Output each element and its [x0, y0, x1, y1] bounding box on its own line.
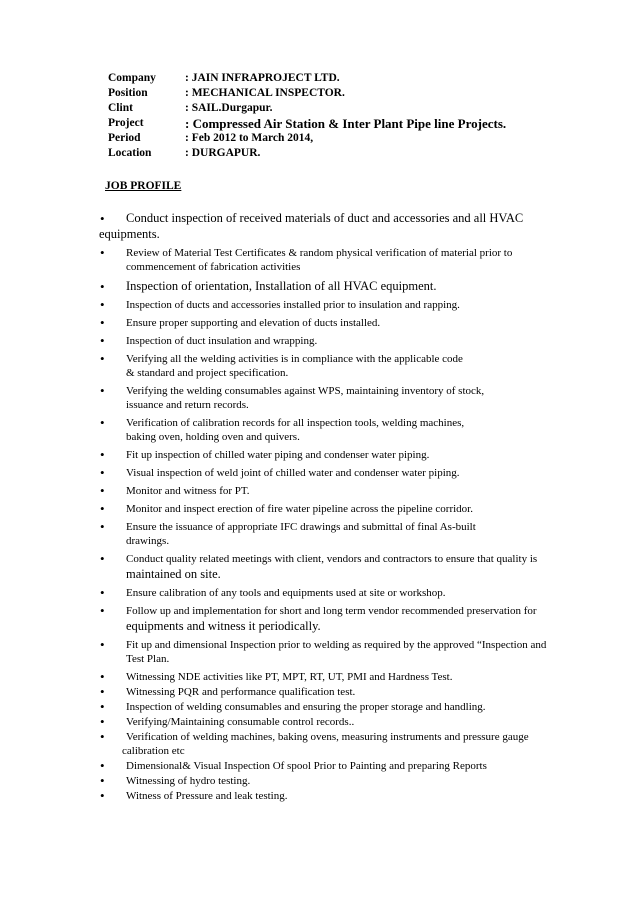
- detail-value: : Feb 2012 to March 2014,: [185, 132, 314, 144]
- item-text: • Ensure the issuance of appropriate IFC drawings and submittal of final As-built: [126, 521, 476, 533]
- list-item: [90, 789, 580, 803]
- detail-value: : MECHANICAL INSPECTOR.: [185, 87, 345, 99]
- list-item: [90, 298, 580, 312]
- item-text: • Ensure calibration of any tools and equipments used at site or workshop.: [126, 587, 446, 599]
- item-text: • Fit up inspection of chilled water piping and condenser water piping.: [126, 449, 430, 461]
- list-item: [90, 759, 580, 773]
- item-continuation: equipments and witness it periodically.: [126, 619, 321, 633]
- item-continuation: maintained on site.: [126, 567, 221, 581]
- detail-label: Position: [108, 87, 148, 99]
- item-continuation: calibration etc: [122, 745, 185, 757]
- detail-label: Company: [108, 72, 156, 84]
- list-item: [90, 552, 580, 582]
- item-continuation: issuance and return records.: [126, 399, 249, 411]
- detail-label: Location: [108, 147, 152, 159]
- list-item: [90, 715, 580, 729]
- item-text: • Verifying the welding consumables against WPS, maintaining inventory of stock,: [126, 385, 485, 397]
- detail-value: : JAIN INFRAPROJECT LTD.: [185, 72, 340, 84]
- item-text: • Ensure proper supporting and elevation of ducts installed.: [126, 317, 381, 329]
- list-item: [90, 685, 580, 699]
- list-item: [90, 774, 580, 788]
- item-text: • Verifying all the welding activities is in compliance with the applicable code: [126, 353, 463, 365]
- item-text: • Witnessing NDE activities like PT, MPT, RT, UT, PMI and Hardness Test.: [126, 671, 453, 683]
- item-text: • Monitor and witness for PT.: [126, 485, 250, 497]
- item-text: • Conduct inspection of received materials of duct and accessories and all HVAC: [126, 211, 524, 225]
- detail-label: Project: [108, 117, 144, 129]
- list-item: [90, 700, 580, 714]
- detail-value: : Compressed Air Station & Inter Plant Pipe line Projects.: [185, 116, 507, 131]
- item-continuation: equipments.: [99, 227, 160, 241]
- list-item: [90, 604, 580, 634]
- list-item: [90, 448, 580, 462]
- section-heading: JOB PROFILE: [105, 180, 182, 192]
- item-continuation: Test Plan.: [126, 653, 170, 665]
- item-text: • Witnessing of hydro testing.: [126, 775, 251, 787]
- detail-value: : SAIL.Durgapur.: [185, 102, 273, 114]
- list-item: [90, 638, 580, 666]
- detail-label: Period: [108, 132, 141, 144]
- list-item: [90, 586, 580, 600]
- item-text: • Verifying/Maintaining consumable control records..: [126, 716, 355, 728]
- list-item: [90, 520, 580, 548]
- item-continuation: commencement of fabrication activities: [126, 261, 301, 273]
- item-text: • Follow up and implementation for short and long term vendor recommended preservation for: [126, 605, 537, 617]
- item-text: • Inspection of ducts and accessories installed prior to insulation and rapping.: [126, 299, 460, 311]
- list-item: [90, 502, 580, 516]
- list-item: [90, 210, 580, 242]
- item-text: • Dimensional& Visual Inspection Of spool Prior to Painting and preparing Reports: [126, 760, 487, 772]
- item-text: • Inspection of welding consumables and ensuring the proper storage and handling.: [126, 701, 486, 713]
- detail-row-position: [108, 86, 506, 101]
- item-text: • Fit up and dimensional Inspection prior to welding as required by the approved “Inspection and: [126, 639, 547, 651]
- list-item: [90, 466, 580, 480]
- list-item: [90, 384, 580, 412]
- list-item: [90, 730, 580, 758]
- list-item: [90, 278, 580, 294]
- detail-row-client: [108, 101, 506, 116]
- detail-row-company: [108, 71, 506, 86]
- item-text: • Verification of calibration records for all inspection tools, welding machines,: [126, 417, 465, 429]
- item-text: • Visual inspection of weld joint of chilled water and condenser water piping.: [126, 467, 460, 479]
- detail-value: : DURGAPUR.: [185, 147, 261, 159]
- item-text: • Inspection of orientation, Installation of all HVAC equipment.: [126, 279, 437, 293]
- item-continuation: baking oven, holding oven and quivers.: [126, 431, 300, 443]
- detail-label: Clint: [108, 102, 133, 114]
- item-text: • Inspection of duct insulation and wrapping.: [126, 335, 318, 347]
- detail-row-project: [108, 116, 506, 131]
- item-continuation: drawings.: [126, 535, 170, 547]
- item-text: • Witness of Pressure and leak testing.: [126, 790, 288, 802]
- item-text: • Witnessing PQR and performance qualification test.: [126, 686, 356, 698]
- list-item: [90, 484, 580, 498]
- detail-row-location: [108, 146, 506, 161]
- detail-row-period: [108, 131, 506, 146]
- item-text: • Conduct quality related meetings with client, vendors and contractors to ensure that quality is: [126, 553, 538, 565]
- job-profile-list: [90, 210, 580, 804]
- list-item: [90, 316, 580, 330]
- list-item: [90, 352, 580, 380]
- employment-details: [108, 71, 506, 161]
- list-item: [90, 334, 580, 348]
- list-item: [90, 416, 580, 444]
- list-item: [90, 246, 580, 274]
- item-text: • Verification of welding machines, baking ovens, measuring instruments and pressure gauge: [126, 731, 529, 743]
- item-text: • Monitor and inspect erection of fire water pipeline across the pipeline corridor.: [126, 503, 473, 515]
- item-text: • Review of Material Test Certificates & random physical verification of material prior to: [126, 247, 513, 259]
- item-continuation: & standard and project specification.: [126, 367, 289, 379]
- list-item: [90, 670, 580, 684]
